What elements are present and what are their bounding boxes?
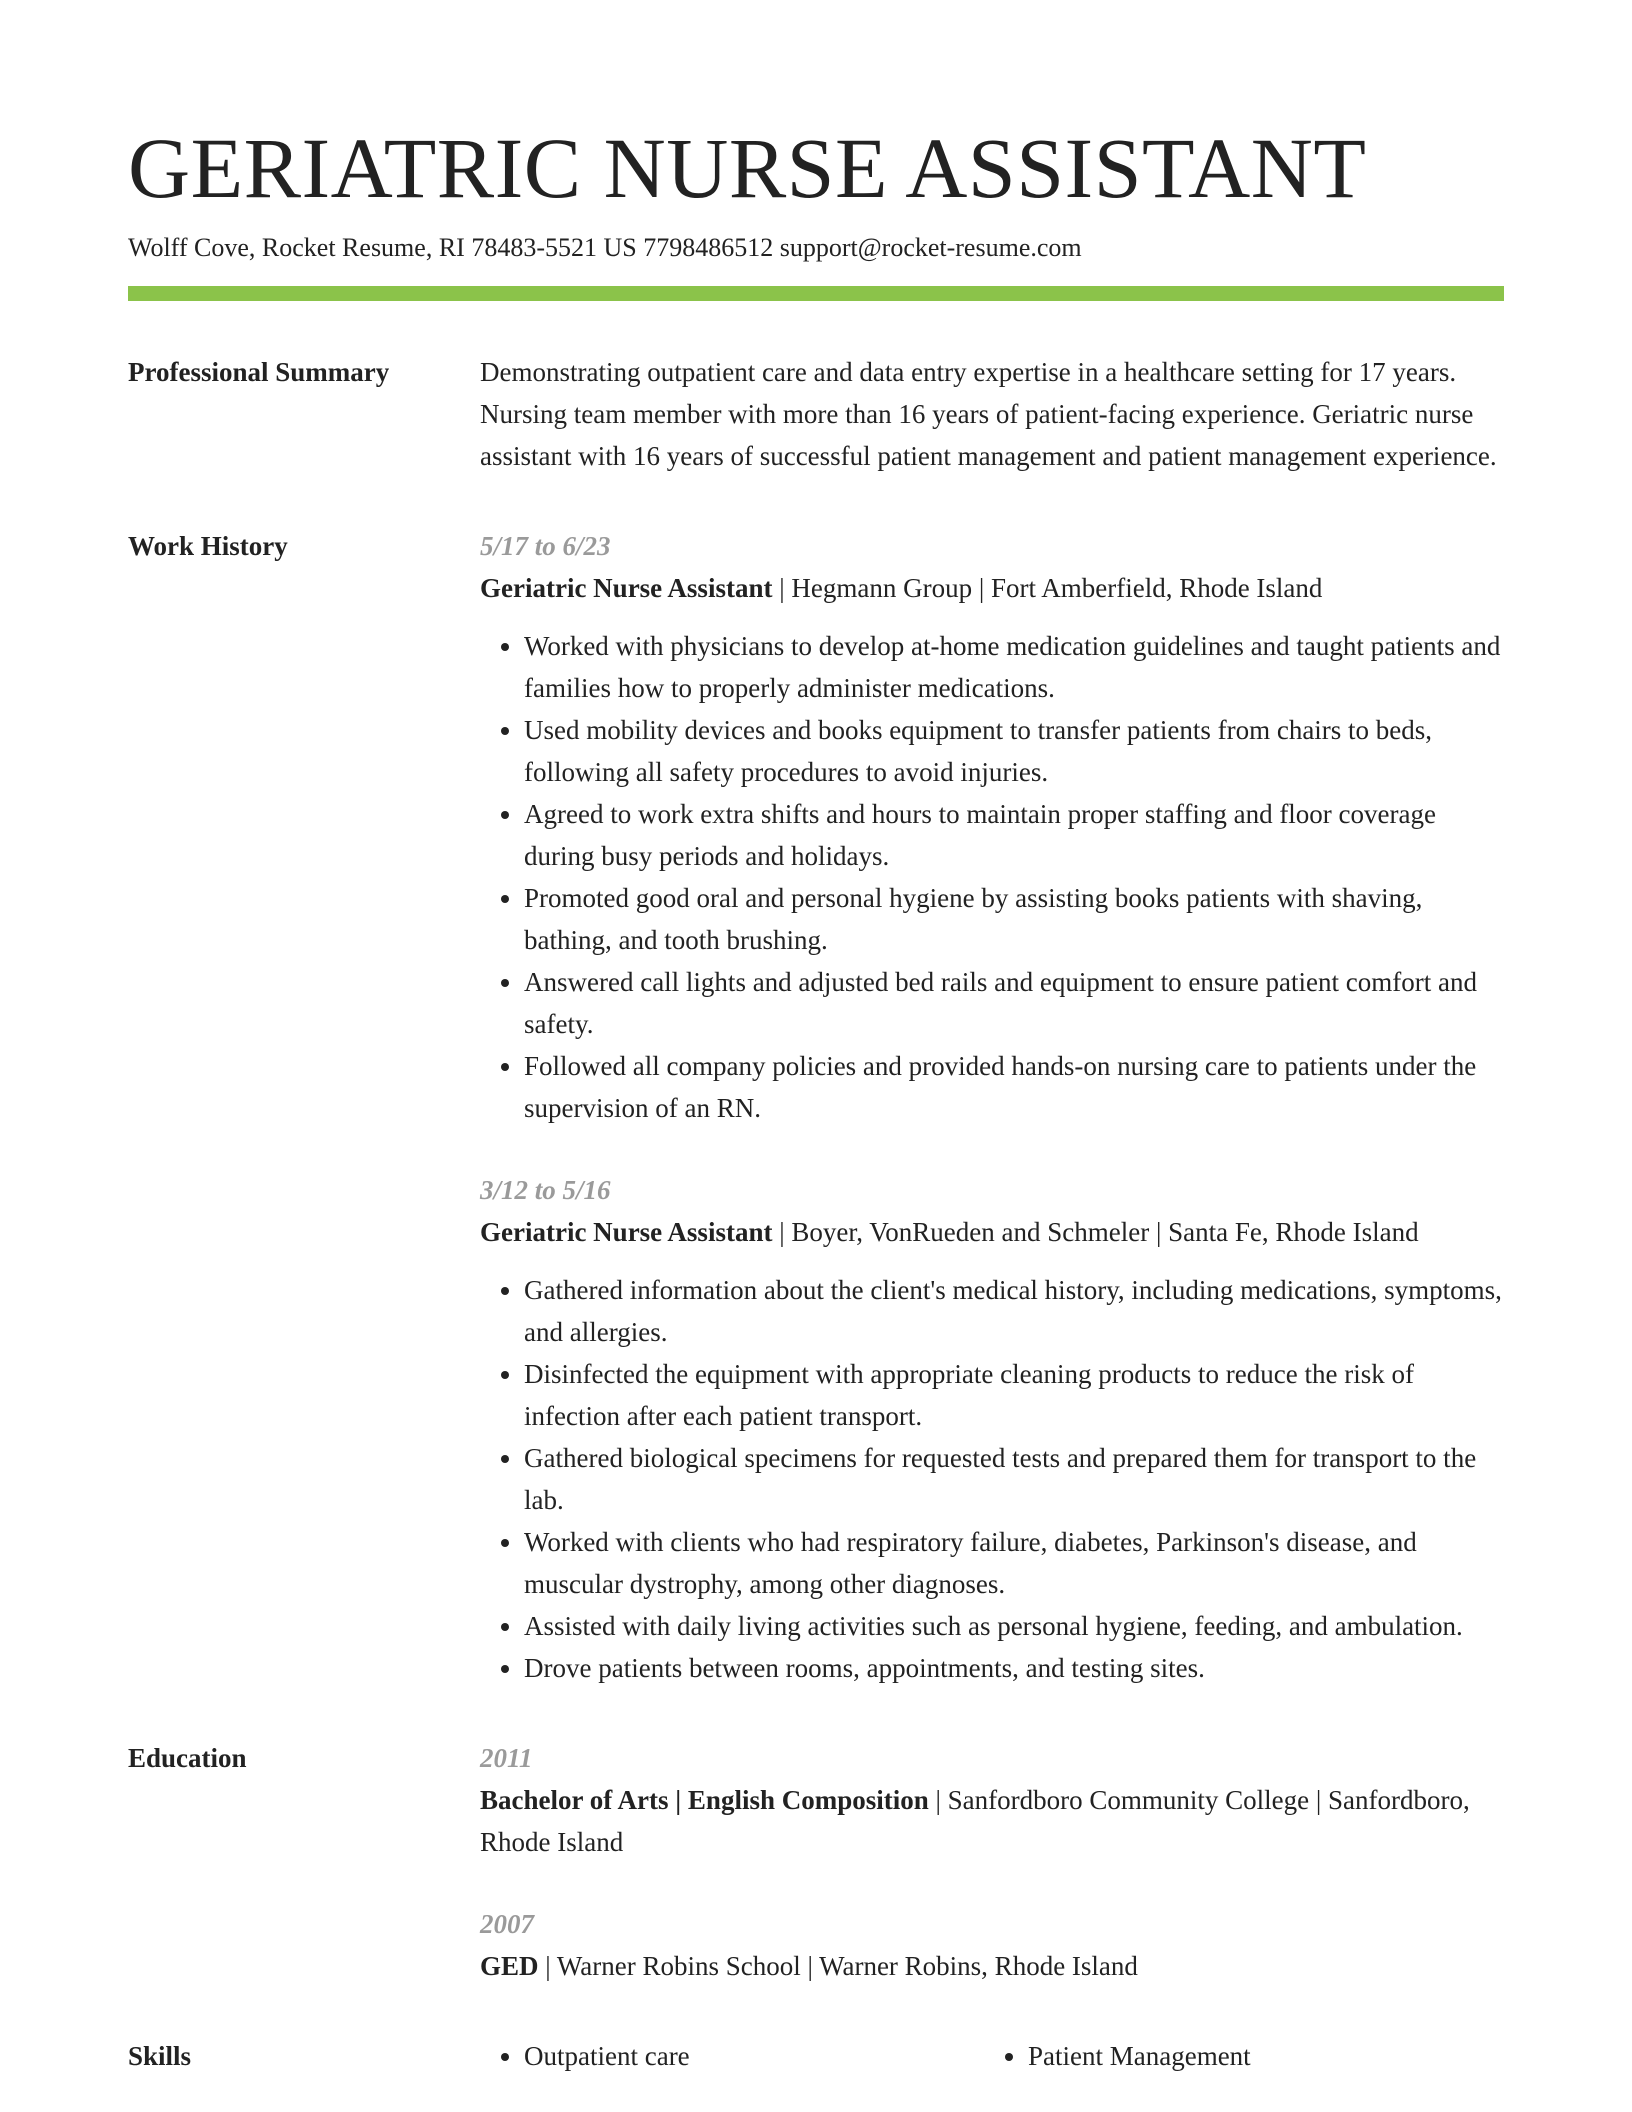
education-year: 2007 bbox=[480, 1909, 534, 1939]
list-item: • Used mobility devices and books equipment to transfer patients from chairs to beds, following all safety procedures to avoid injuries. bbox=[524, 709, 1504, 793]
job-bullets bbox=[480, 1269, 1504, 1689]
contact-line: Wolff Cove, Rocket Resume, RI 78483-5521 US 7798486512 support@rocket-resume.com bbox=[128, 233, 1082, 262]
summary-label: Professional Summary bbox=[128, 357, 390, 387]
list-item: • Gathered biological specimens for requested tests and prepared them for transport to the lab. bbox=[524, 1437, 1504, 1521]
education-details: | Sanfordboro Community College | Sanfordboro, Rhode Island bbox=[480, 1785, 1470, 1857]
job-details: | Boyer, VonRueden and Schmeler | Santa Fe, Rhode Island bbox=[772, 1217, 1419, 1247]
list-item: • Worked with physicians to develop at-home medication guidelines and taught patients and families how to properly administer medications. bbox=[524, 625, 1504, 709]
skills-grid bbox=[480, 2035, 1504, 2077]
job-dates: 5/17 to 6/23 bbox=[480, 531, 611, 561]
resume-name: GERIATRIC NURSE ASSISTANT bbox=[128, 120, 1367, 216]
list-item: • Agreed to work extra shifts and hours to maintain proper staffing and floor coverage during busy periods and holidays. bbox=[524, 793, 1504, 877]
list-item: • Disinfected the equipment with appropriate cleaning products to reduce the risk of infection after each patient transport. bbox=[524, 1353, 1504, 1437]
job-entry bbox=[480, 1169, 1504, 1689]
education-degree: Bachelor of Arts | English Composition bbox=[480, 1785, 929, 1815]
education-year: 2011 bbox=[480, 1743, 533, 1773]
list-item: • Answered call lights and adjusted bed rails and equipment to ensure patient comfort and safety. bbox=[524, 961, 1504, 1045]
education-entry bbox=[480, 1737, 1504, 1863]
skills-section bbox=[128, 2035, 1504, 2077]
skills-label: Skills bbox=[128, 2041, 192, 2071]
list-item: • Drove patients between rooms, appointments, and testing sites. bbox=[524, 1647, 1504, 1689]
job-entry bbox=[480, 525, 1504, 1129]
work-history-label: Work History bbox=[128, 531, 288, 561]
job-role-line bbox=[480, 1211, 1504, 1253]
list-item: • Followed all company policies and provided hands-on nursing care to patients under the supervision of an RN. bbox=[524, 1045, 1504, 1129]
education-details: | Warner Robins School | Warner Robins, Rhode Island bbox=[538, 1951, 1138, 1981]
education-label: Education bbox=[128, 1743, 247, 1773]
skills-column-right bbox=[984, 2035, 1488, 2077]
skills-body bbox=[480, 2035, 1504, 2077]
job-details: | Hegmann Group | Fort Amberfield, Rhode Island bbox=[772, 573, 1323, 603]
job-bullets bbox=[480, 625, 1504, 1129]
education-line bbox=[480, 1945, 1504, 1987]
education-entry bbox=[480, 1903, 1504, 1987]
job-role-line bbox=[480, 567, 1504, 609]
summary-text: Demonstrating outpatient care and data entry expertise in a healthcare setting for 17 years. Nursing team member with more than 16 years of patient-facing experience. Geriatric nurse assistant with 16 years of successful patient management and patient management experience. bbox=[480, 357, 1497, 471]
work-history-body bbox=[480, 525, 1504, 1689]
list-item: • Worked with clients who had respiratory failure, diabetes, Parkinson's disease, and muscular dystrophy, among other diagnoses. bbox=[524, 1521, 1504, 1605]
skills-column-left bbox=[480, 2035, 984, 2077]
list-item: • Promoted good oral and personal hygiene by assisting books patients with shaving, bathing, and tooth brushing. bbox=[524, 877, 1504, 961]
job-dates: 3/12 to 5/16 bbox=[480, 1175, 611, 1205]
job-title: Geriatric Nurse Assistant bbox=[480, 1217, 773, 1247]
list-item: • Gathered information about the client's medical history, including medications, symptoms, and allergies. bbox=[524, 1269, 1504, 1353]
summary-section bbox=[128, 351, 1504, 477]
education-degree: GED bbox=[480, 1951, 539, 1981]
summary-body bbox=[480, 351, 1504, 477]
list-item: • Patient Management bbox=[1028, 2035, 1488, 2077]
list-item: • Outpatient care bbox=[524, 2035, 984, 2077]
job-title: Geriatric Nurse Assistant bbox=[480, 573, 773, 603]
accent-divider bbox=[128, 286, 1504, 301]
education-line bbox=[480, 1779, 1504, 1863]
list-item: • Assisted with daily living activities such as personal hygiene, feeding, and ambulation. bbox=[524, 1605, 1504, 1647]
resume-page bbox=[128, 118, 1504, 2077]
work-history-section bbox=[128, 525, 1504, 1689]
education-body bbox=[480, 1737, 1504, 1987]
education-section bbox=[128, 1737, 1504, 1987]
